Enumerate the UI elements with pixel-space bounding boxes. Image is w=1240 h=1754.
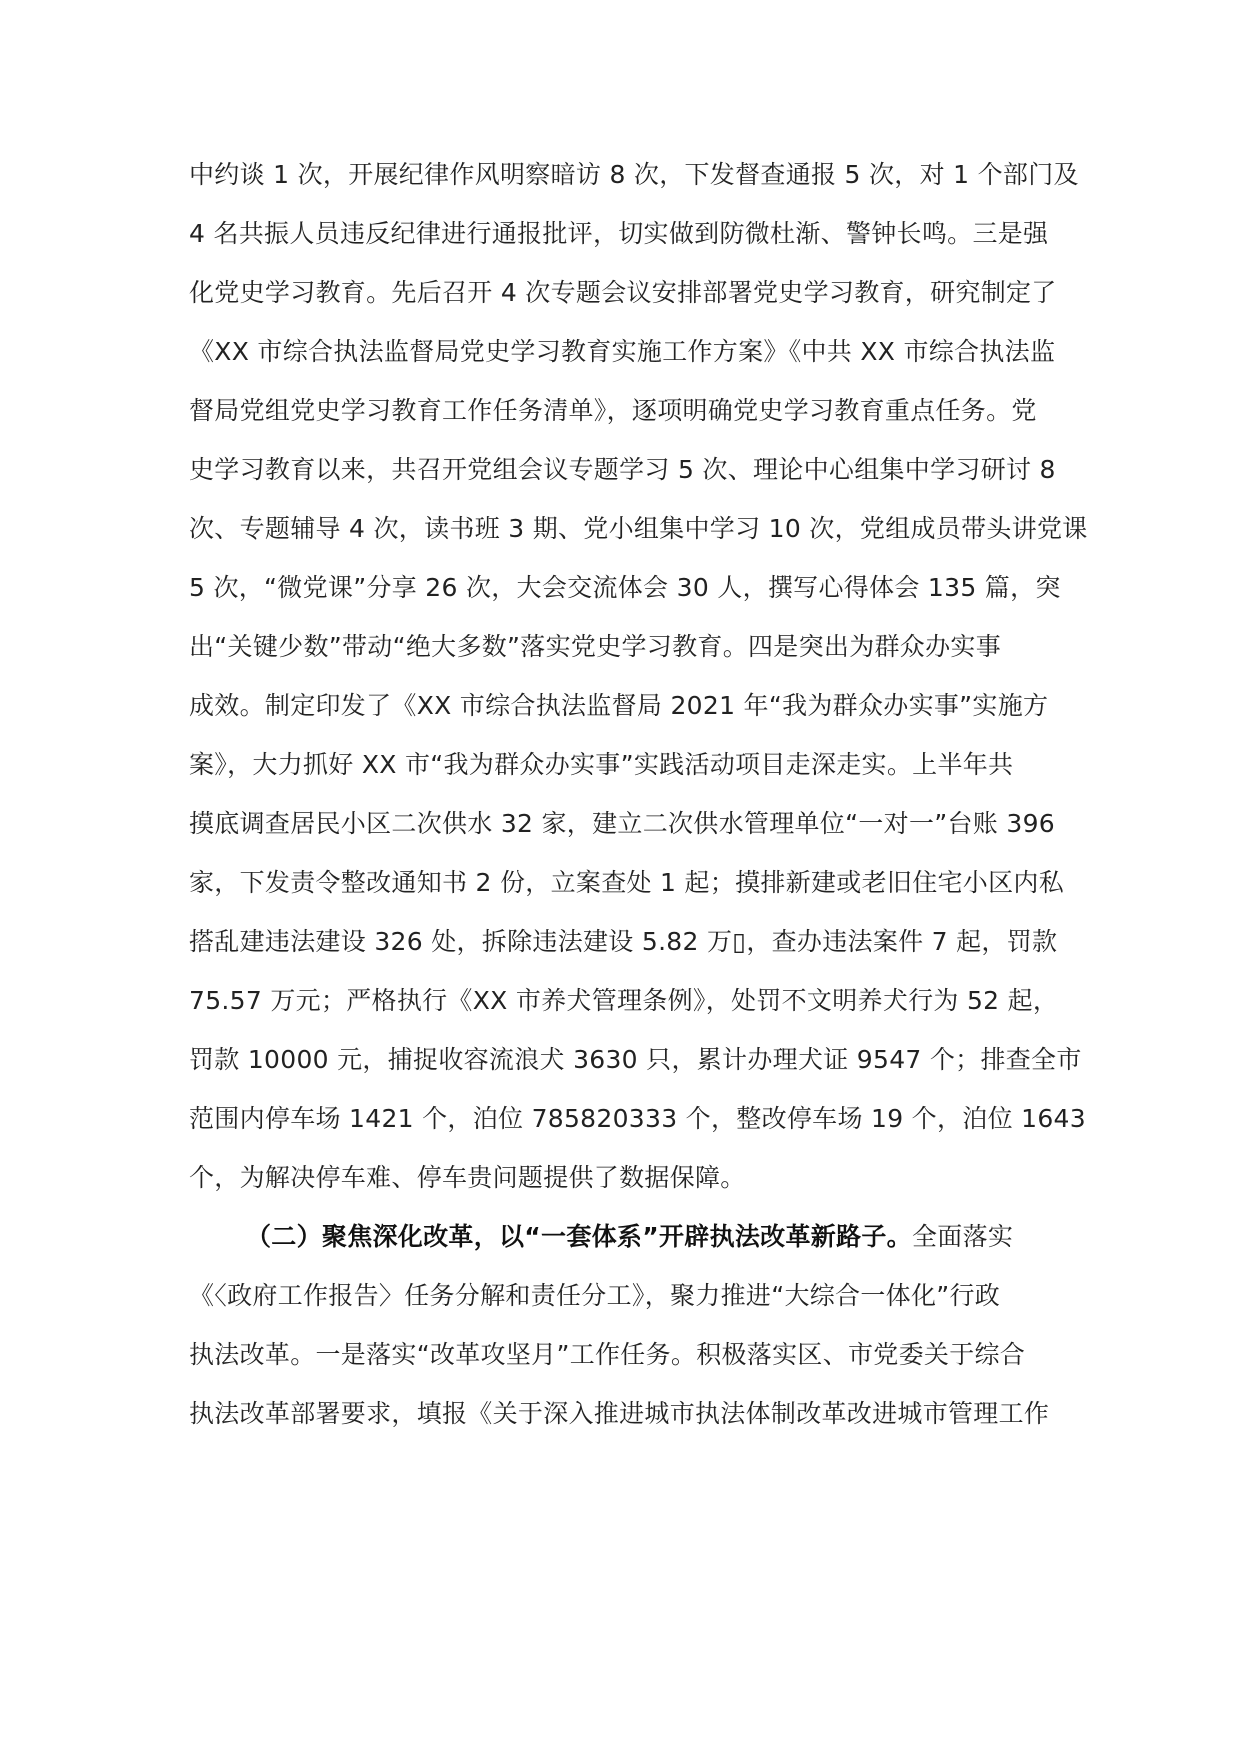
section-2-heading-rest: 全面落实: [911, 1222, 1014, 1251]
section-2-heading: （二）聚焦深化改革，以“一套体系”开辟执法改革新路子。: [246, 1222, 912, 1251]
paragraph-1-line-6: 史学习教育以来，共召开党组会议专题学习 5 次、理论中心组集中学习研讨 8: [189, 455, 1056, 484]
paragraph-1-line-18: 个，为解决停车难、停车贵问题提供了数据保障。: [189, 1163, 746, 1192]
paragraph-1-line-3: 化党史学习教育。先后召开 4 次专题会议安排部署党史学习教育，研究制定了: [189, 278, 1057, 307]
paragraph-1-line-16: 罚款 10000 元，捕捉收容流浪犬 3630 只，累计办理犬证 9547 个；排查全市: [189, 1045, 1082, 1074]
paragraph-1-line-17: 范围内停车场 1421 个，泊位 785820333 个，整改停车场 19 个，泊位 1643: [189, 1104, 1086, 1133]
paragraph-1-line-2: 4 名共振人员违反纪律进行通报批评，切实做到防微杜渐、警钟长鸣。三是强: [189, 219, 1049, 248]
paragraph-1-line-7: 次、专题辅导 4 次，读书班 3 期、党小组集中学习 10 次，党组成员带头讲党课: [189, 514, 1088, 543]
paragraph-2-line-3: 执法改革部署要求，填报《关于深入推进城市执法体制改革改进城市管理工作: [189, 1399, 1050, 1428]
section-2-heading-line: [246, 1219, 1013, 1255]
paragraph-1-line-15: 75.57 万元；严格执行《XX 市养犬管理条例》，处罚不文明养犬行为 52 起，: [189, 986, 1059, 1015]
paragraph-1-line-4: 《XX 市综合执法监督局党史学习教育实施工作方案》《中共 XX 市综合执法监: [189, 337, 1056, 366]
paragraph-1-line-8: 5 次，“微党课”分享 26 次，大会交流体会 30 人，撰写心得体会 135 篇，突: [189, 573, 1061, 602]
paragraph-1-line-10: 成效。制定印发了《XX 市综合执法监督局 2021 年“我为群众办实事”实施方: [189, 691, 1049, 720]
paragraph-1-line-14: 搭乱建违法建设 326 处，拆除违法建设 5.82 万▯，查办违法案件 7 起，罚款: [189, 927, 1058, 956]
paragraph-1-line-11: 案》，大力抓好 XX 市“我为群众办实事”实践活动项目走深走实。上半年共: [189, 750, 1014, 779]
paragraph-2-line-2: 执法改革。一是落实“改革攻坚月”工作任务。积极落实区、市党委关于综合: [189, 1340, 1026, 1369]
paragraph-1-line-9: 出“关键少数”带动“绝大多数”落实党史学习教育。四是突出为群众办实事: [189, 632, 1002, 661]
paragraph-1-line-13: 家，下发责令整改通知书 2 份，立案查处 1 起；摸排新建或老旧住宅小区内私: [189, 868, 1065, 897]
paragraph-1-line-5: 督局党组党史学习教育工作任务清单》，逐项明确党史学习教育重点任务。党: [189, 396, 1037, 425]
paragraph-1-line-1: 中约谈 1 次，开展纪律作风明察暗访 8 次，下发督查通报 5 次，对 1 个部门及: [189, 160, 1079, 189]
paragraph-1-line-12: 摸底调查居民小区二次供水 32 家，建立二次供水管理单位“一对一”台账 396: [189, 809, 1055, 838]
paragraph-2-line-1: 《〈政府工作报告〉任务分解和责任分工》，聚力推进“大综合一体化”行政: [189, 1281, 1001, 1310]
